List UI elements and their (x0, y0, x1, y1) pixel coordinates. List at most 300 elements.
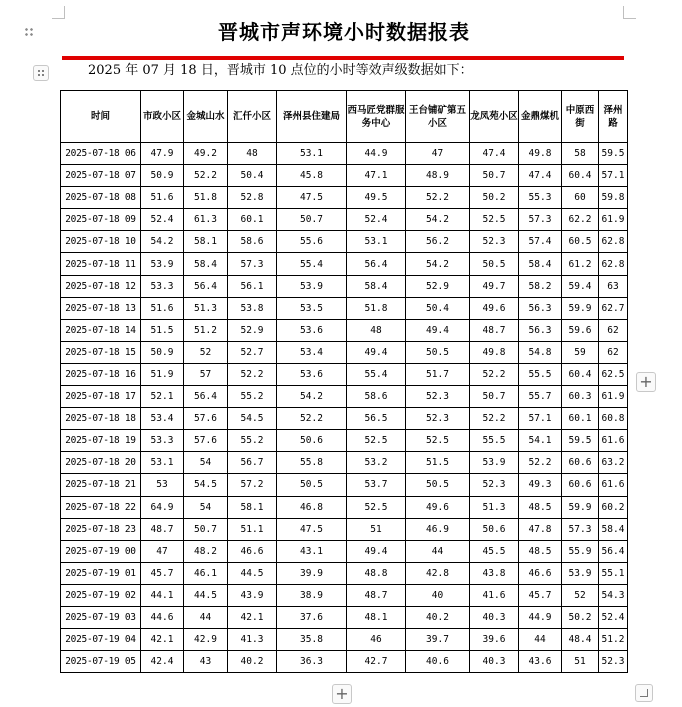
value-cell: 53.2 (347, 452, 406, 474)
value-cell: 43 (184, 651, 228, 673)
value-cell: 63 (599, 275, 628, 297)
value-cell: 47 (141, 540, 184, 562)
value-cell: 59.8 (599, 187, 628, 209)
drag-handle-icon[interactable] (22, 25, 36, 39)
resize-icon[interactable] (635, 684, 653, 702)
value-cell: 58.1 (228, 496, 277, 518)
value-cell: 44 (184, 606, 228, 628)
time-cell: 2025-07-18 22 (61, 496, 141, 518)
value-cell: 48.5 (519, 540, 562, 562)
value-cell: 57.6 (184, 408, 228, 430)
value-cell: 40.3 (470, 651, 519, 673)
value-cell: 49.3 (519, 474, 562, 496)
value-cell: 51.3 (184, 297, 228, 319)
value-cell: 43.8 (470, 562, 519, 584)
value-cell: 53.8 (228, 297, 277, 319)
value-cell: 55.8 (277, 452, 347, 474)
value-cell: 49.6 (406, 496, 470, 518)
value-cell: 50.4 (406, 297, 470, 319)
value-cell: 47.9 (141, 143, 184, 165)
value-cell: 49.6 (470, 297, 519, 319)
time-cell: 2025-07-19 04 (61, 629, 141, 651)
value-cell: 52.3 (470, 474, 519, 496)
value-cell: 43.6 (519, 651, 562, 673)
value-cell: 52.4 (347, 209, 406, 231)
value-cell: 40.6 (406, 651, 470, 673)
value-cell: 54.2 (406, 209, 470, 231)
value-cell: 57.3 (519, 209, 562, 231)
time-cell: 2025-07-18 10 (61, 231, 141, 253)
value-cell: 55.2 (228, 430, 277, 452)
value-cell: 52 (562, 584, 599, 606)
value-cell: 50.6 (277, 430, 347, 452)
value-cell: 57.4 (519, 231, 562, 253)
value-cell: 56.3 (519, 319, 562, 341)
value-cell: 62.8 (599, 253, 628, 275)
value-cell: 55.5 (470, 430, 519, 452)
time-cell: 2025-07-19 05 (61, 651, 141, 673)
value-cell: 42.9 (184, 629, 228, 651)
value-cell: 55.2 (228, 386, 277, 408)
value-cell: 53.9 (141, 253, 184, 275)
value-cell: 58.4 (347, 275, 406, 297)
table-row (61, 253, 628, 275)
value-cell: 59.5 (599, 143, 628, 165)
table-row (61, 452, 628, 474)
value-cell: 47.5 (277, 187, 347, 209)
value-cell: 51.2 (599, 629, 628, 651)
value-cell: 43.9 (228, 584, 277, 606)
value-cell: 40.2 (406, 606, 470, 628)
value-cell: 39.6 (470, 629, 519, 651)
time-cell: 2025-07-18 20 (61, 452, 141, 474)
value-cell: 46.9 (406, 518, 470, 540)
value-cell: 44.5 (184, 584, 228, 606)
column-header-site: 龙凤苑小区 (470, 91, 519, 143)
value-cell: 58.1 (184, 231, 228, 253)
value-cell: 51.1 (228, 518, 277, 540)
value-cell: 59.6 (562, 319, 599, 341)
value-cell: 47.4 (470, 143, 519, 165)
value-cell: 56.5 (347, 408, 406, 430)
table-row (61, 540, 628, 562)
value-cell: 51 (347, 518, 406, 540)
value-cell: 54.2 (277, 386, 347, 408)
value-cell: 55.1 (599, 562, 628, 584)
value-cell: 53.9 (277, 275, 347, 297)
value-cell: 49.4 (406, 319, 470, 341)
value-cell: 53.1 (277, 143, 347, 165)
value-cell: 44 (519, 629, 562, 651)
value-cell: 62.2 (562, 209, 599, 231)
table-row (61, 430, 628, 452)
plus-icon: + (639, 372, 653, 391)
value-cell: 57.1 (599, 165, 628, 187)
value-cell: 44.5 (228, 562, 277, 584)
document-title: 晋城市声环境小时数据报表 (218, 20, 470, 44)
value-cell: 42.1 (228, 606, 277, 628)
value-cell: 52.2 (184, 165, 228, 187)
time-cell: 2025-07-19 02 (61, 584, 141, 606)
value-cell: 44.9 (347, 143, 406, 165)
value-cell: 51.5 (141, 319, 184, 341)
value-cell: 52.4 (141, 209, 184, 231)
value-cell: 50.6 (470, 518, 519, 540)
table-row (61, 584, 628, 606)
value-cell: 44.6 (141, 606, 184, 628)
value-cell: 55.6 (277, 231, 347, 253)
value-cell: 52.3 (406, 408, 470, 430)
value-cell: 54.1 (519, 430, 562, 452)
table-row (61, 231, 628, 253)
value-cell: 52.2 (519, 452, 562, 474)
column-header-site: 泽州县住建局 (277, 91, 347, 143)
value-cell: 61.6 (599, 474, 628, 496)
value-cell: 62 (599, 319, 628, 341)
column-header-site: 王台铺矿第五小区 (406, 91, 470, 143)
value-cell: 55.4 (347, 363, 406, 385)
value-cell: 54.3 (599, 584, 628, 606)
value-cell: 53.6 (277, 363, 347, 385)
table-row (61, 275, 628, 297)
time-cell: 2025-07-18 09 (61, 209, 141, 231)
value-cell: 50.7 (470, 386, 519, 408)
value-cell: 52.3 (470, 231, 519, 253)
value-cell: 49.8 (519, 143, 562, 165)
value-cell: 52.3 (599, 651, 628, 673)
value-cell: 39.9 (277, 562, 347, 584)
value-cell: 52.1 (141, 386, 184, 408)
value-cell: 50.4 (228, 165, 277, 187)
value-cell: 58 (562, 143, 599, 165)
value-cell: 56.3 (519, 297, 562, 319)
table-move-icon[interactable] (33, 65, 49, 81)
table-row (61, 143, 628, 165)
table-row (61, 629, 628, 651)
value-cell: 48.1 (347, 606, 406, 628)
column-header-site: 金城山水 (184, 91, 228, 143)
time-cell: 2025-07-18 23 (61, 518, 141, 540)
value-cell: 43.1 (277, 540, 347, 562)
value-cell: 53 (141, 474, 184, 496)
value-cell: 63.2 (599, 452, 628, 474)
time-cell: 2025-07-18 06 (61, 143, 141, 165)
value-cell: 61.2 (562, 253, 599, 275)
value-cell: 59.5 (562, 430, 599, 452)
value-cell: 42.8 (406, 562, 470, 584)
value-cell: 50.5 (277, 474, 347, 496)
value-cell: 61.9 (599, 386, 628, 408)
title-red-rule (62, 56, 624, 60)
time-cell: 2025-07-18 19 (61, 430, 141, 452)
value-cell: 58.4 (519, 253, 562, 275)
value-cell: 49.4 (347, 341, 406, 363)
value-cell: 48 (228, 143, 277, 165)
value-cell: 53.1 (347, 231, 406, 253)
value-cell: 47.8 (519, 518, 562, 540)
value-cell: 36.3 (277, 651, 347, 673)
value-cell: 51.2 (184, 319, 228, 341)
value-cell: 52 (184, 341, 228, 363)
value-cell: 51.9 (141, 363, 184, 385)
value-cell: 62.5 (599, 363, 628, 385)
value-cell: 48.7 (141, 518, 184, 540)
value-cell: 52.7 (228, 341, 277, 363)
value-cell: 58.6 (347, 386, 406, 408)
value-cell: 53.3 (141, 430, 184, 452)
plus-icon: + (335, 684, 349, 703)
table-row (61, 386, 628, 408)
add-row-button[interactable] (332, 684, 352, 704)
time-cell: 2025-07-18 21 (61, 474, 141, 496)
value-cell: 52.3 (406, 386, 470, 408)
value-cell: 47 (406, 143, 470, 165)
value-cell: 52.2 (470, 363, 519, 385)
value-cell: 58.2 (519, 275, 562, 297)
table-row (61, 651, 628, 673)
value-cell: 48.5 (519, 496, 562, 518)
value-cell: 53.4 (141, 408, 184, 430)
table-header-row (61, 91, 628, 143)
value-cell: 47.5 (277, 518, 347, 540)
value-cell: 50.5 (470, 253, 519, 275)
value-cell: 46.6 (519, 562, 562, 584)
table-body (61, 143, 628, 673)
value-cell: 54.5 (184, 474, 228, 496)
intro-paragraph: 2025 年 07 月 18 日，晋城市 10 点位的小时等效声级数据如下： (88, 63, 473, 78)
value-cell: 45.8 (277, 165, 347, 187)
value-cell: 45.5 (470, 540, 519, 562)
value-cell: 62.7 (599, 297, 628, 319)
time-cell: 2025-07-19 03 (61, 606, 141, 628)
time-cell: 2025-07-19 00 (61, 540, 141, 562)
value-cell: 52.2 (277, 408, 347, 430)
value-cell: 52.2 (470, 408, 519, 430)
column-header-time: 时间 (61, 91, 141, 143)
value-cell: 53.7 (347, 474, 406, 496)
value-cell: 57.6 (184, 430, 228, 452)
value-cell: 49.4 (347, 540, 406, 562)
value-cell: 50.9 (141, 165, 184, 187)
value-cell: 52.9 (228, 319, 277, 341)
time-cell: 2025-07-18 11 (61, 253, 141, 275)
value-cell: 60.1 (562, 408, 599, 430)
value-cell: 52.5 (347, 430, 406, 452)
time-cell: 2025-07-18 13 (61, 297, 141, 319)
value-cell: 50.2 (470, 187, 519, 209)
value-cell: 44.1 (141, 584, 184, 606)
time-cell: 2025-07-18 08 (61, 187, 141, 209)
value-cell: 60.4 (562, 165, 599, 187)
column-header-site: 泽州路 (599, 91, 628, 143)
value-cell: 51.3 (470, 496, 519, 518)
value-cell: 53.6 (277, 319, 347, 341)
value-cell: 53.4 (277, 341, 347, 363)
table-row (61, 209, 628, 231)
value-cell: 41.3 (228, 629, 277, 651)
value-cell: 52.8 (228, 187, 277, 209)
value-cell: 45.7 (519, 584, 562, 606)
value-cell: 55.3 (519, 187, 562, 209)
value-cell: 50.5 (406, 341, 470, 363)
table-row (61, 297, 628, 319)
value-cell: 54.8 (519, 341, 562, 363)
table-row (61, 474, 628, 496)
value-cell: 55.9 (562, 540, 599, 562)
time-cell: 2025-07-18 18 (61, 408, 141, 430)
value-cell: 57.1 (519, 408, 562, 430)
value-cell: 60.4 (562, 363, 599, 385)
value-cell: 56.7 (228, 452, 277, 474)
value-cell: 61.9 (599, 209, 628, 231)
value-cell: 56.1 (228, 275, 277, 297)
value-cell: 64.9 (141, 496, 184, 518)
column-header-site: 西马匠党群服务中心 (347, 91, 406, 143)
value-cell: 58.4 (599, 518, 628, 540)
value-cell: 40.3 (470, 606, 519, 628)
value-cell: 56.4 (347, 253, 406, 275)
value-cell: 59.9 (562, 496, 599, 518)
value-cell: 61.3 (184, 209, 228, 231)
value-cell: 51.6 (141, 187, 184, 209)
value-cell: 56.4 (184, 386, 228, 408)
value-cell: 49.8 (470, 341, 519, 363)
table-row (61, 562, 628, 584)
value-cell: 40 (406, 584, 470, 606)
table-row (61, 165, 628, 187)
value-cell: 48.8 (347, 562, 406, 584)
value-cell: 41.6 (470, 584, 519, 606)
column-header-site: 市政小区 (141, 91, 184, 143)
value-cell: 46.6 (228, 540, 277, 562)
value-cell: 45.7 (141, 562, 184, 584)
value-cell: 35.8 (277, 629, 347, 651)
value-cell: 57 (184, 363, 228, 385)
value-cell: 44.9 (519, 606, 562, 628)
value-cell: 50.7 (277, 209, 347, 231)
value-cell: 53.9 (562, 562, 599, 584)
value-cell: 60.5 (562, 231, 599, 253)
value-cell: 46.1 (184, 562, 228, 584)
value-cell: 57.3 (562, 518, 599, 540)
value-cell: 51.8 (184, 187, 228, 209)
value-cell: 56.4 (184, 275, 228, 297)
table-row (61, 496, 628, 518)
table-row (61, 341, 628, 363)
value-cell: 55.7 (519, 386, 562, 408)
value-cell: 59 (562, 341, 599, 363)
value-cell: 58.4 (184, 253, 228, 275)
value-cell: 52.2 (228, 363, 277, 385)
value-cell: 56.4 (599, 540, 628, 562)
value-cell: 60.6 (562, 452, 599, 474)
value-cell: 51.8 (347, 297, 406, 319)
value-cell: 51.5 (406, 452, 470, 474)
value-cell: 48.7 (470, 319, 519, 341)
value-cell: 50.2 (562, 606, 599, 628)
value-cell: 62.8 (599, 231, 628, 253)
value-cell: 51 (562, 651, 599, 673)
value-cell: 55.4 (277, 253, 347, 275)
value-cell: 42.7 (347, 651, 406, 673)
value-cell: 46.8 (277, 496, 347, 518)
value-cell: 55.5 (519, 363, 562, 385)
table-row (61, 518, 628, 540)
time-cell: 2025-07-18 16 (61, 363, 141, 385)
value-cell: 54 (184, 452, 228, 474)
value-cell: 54.2 (406, 253, 470, 275)
value-cell: 54.2 (141, 231, 184, 253)
value-cell: 39.7 (406, 629, 470, 651)
time-cell: 2025-07-18 12 (61, 275, 141, 297)
value-cell: 52.4 (599, 606, 628, 628)
time-cell: 2025-07-18 07 (61, 165, 141, 187)
time-cell: 2025-07-18 17 (61, 386, 141, 408)
value-cell: 53.3 (141, 275, 184, 297)
noise-data-table (60, 90, 628, 673)
time-cell: 2025-07-19 01 (61, 562, 141, 584)
value-cell: 49.7 (470, 275, 519, 297)
value-cell: 42.1 (141, 629, 184, 651)
value-cell: 54.5 (228, 408, 277, 430)
column-header-site: 汇仟小区 (228, 91, 277, 143)
value-cell: 60.6 (562, 474, 599, 496)
value-cell: 53.5 (277, 297, 347, 319)
value-cell: 60.1 (228, 209, 277, 231)
time-cell: 2025-07-18 15 (61, 341, 141, 363)
value-cell: 60.2 (599, 496, 628, 518)
value-cell: 52.2 (406, 187, 470, 209)
value-cell: 50.7 (470, 165, 519, 187)
value-cell: 47.4 (519, 165, 562, 187)
value-cell: 48.2 (184, 540, 228, 562)
value-cell: 49.2 (184, 143, 228, 165)
value-cell: 40.2 (228, 651, 277, 673)
value-cell: 52.5 (347, 496, 406, 518)
value-cell: 57.3 (228, 253, 277, 275)
add-column-button[interactable] (636, 372, 656, 392)
table-row (61, 363, 628, 385)
value-cell: 59.9 (562, 297, 599, 319)
value-cell: 49.5 (347, 187, 406, 209)
time-cell: 2025-07-18 14 (61, 319, 141, 341)
value-cell: 60.3 (562, 386, 599, 408)
table-row (61, 187, 628, 209)
column-header-site: 中原西街 (562, 91, 599, 143)
value-cell: 51.6 (141, 297, 184, 319)
value-cell: 46 (347, 629, 406, 651)
value-cell: 53.9 (470, 452, 519, 474)
value-cell: 44 (406, 540, 470, 562)
value-cell: 51.7 (406, 363, 470, 385)
value-cell: 42.4 (141, 651, 184, 673)
column-header-site: 金鼎煤机 (519, 91, 562, 143)
value-cell: 62 (599, 341, 628, 363)
value-cell: 57.2 (228, 474, 277, 496)
value-cell: 50.5 (406, 474, 470, 496)
value-cell: 48.9 (406, 165, 470, 187)
value-cell: 53.1 (141, 452, 184, 474)
value-cell: 61.6 (599, 430, 628, 452)
value-cell: 52.5 (406, 430, 470, 452)
value-cell: 48.4 (562, 629, 599, 651)
value-cell: 38.9 (277, 584, 347, 606)
value-cell: 60.8 (599, 408, 628, 430)
value-cell: 50.9 (141, 341, 184, 363)
value-cell: 47.1 (347, 165, 406, 187)
value-cell: 58.6 (228, 231, 277, 253)
value-cell: 48.7 (347, 584, 406, 606)
